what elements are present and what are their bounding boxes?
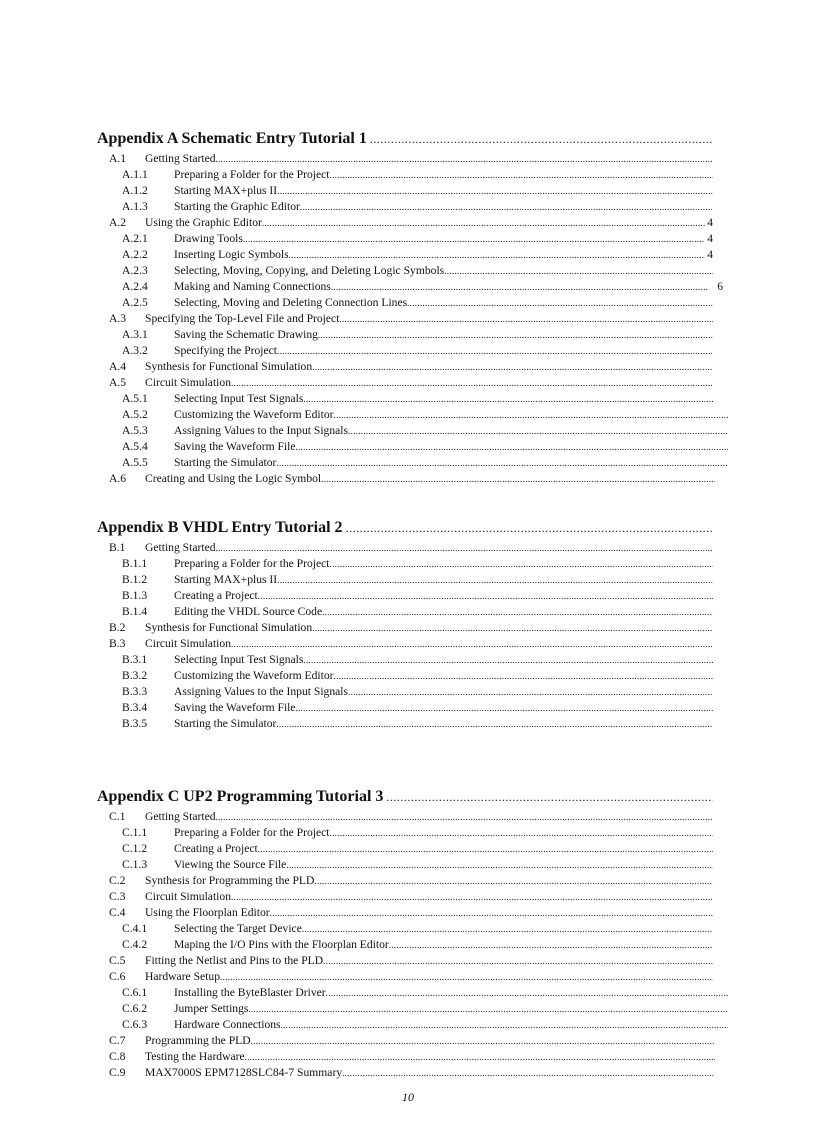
- section-title: Specifying the Top-Level File and Project: [145, 312, 340, 325]
- dot-leader: [331, 279, 709, 295]
- section-number: C.2: [109, 874, 126, 887]
- dot-leader: [277, 183, 713, 199]
- dot-leader: [334, 407, 728, 423]
- section-number: C.7: [109, 1034, 126, 1047]
- appendix-heading: [97, 519, 713, 540]
- dot-leader: [312, 620, 713, 636]
- toc-entry: [97, 937, 713, 953]
- section-title: Getting Started: [145, 541, 216, 554]
- section-title: Circuit Simulation: [145, 890, 231, 903]
- section-number: A.2.2: [122, 248, 148, 261]
- section-number: A.2.1: [122, 232, 148, 245]
- dot-leader: [245, 1049, 715, 1065]
- dot-leader: [277, 343, 713, 359]
- section-title: Starting MAX+plus II: [174, 573, 278, 586]
- section-title: MAX7000S EPM7128SLC84-7 Summary: [145, 1066, 343, 1079]
- toc-entry: [97, 1033, 715, 1049]
- toc-entry: [97, 540, 713, 556]
- dot-leader: [407, 295, 713, 311]
- dot-leader: [231, 889, 713, 905]
- dot-leader: [334, 668, 713, 684]
- section-number: B.1.4: [122, 605, 148, 618]
- toc-entry: [97, 423, 728, 439]
- section-number: C.1.2: [122, 842, 148, 855]
- toc-entry: [97, 295, 713, 311]
- section-title: Programming the PLD: [145, 1034, 251, 1047]
- section-number: C.4.1: [122, 922, 148, 935]
- toc-entry: [97, 231, 713, 247]
- dot-leader: [281, 1017, 728, 1033]
- section-number: A.5.4: [122, 440, 148, 453]
- dot-leader: [322, 604, 713, 620]
- toc-entry: [97, 620, 713, 636]
- toc-entry: [97, 167, 713, 183]
- section-number: A.1.1: [122, 168, 148, 181]
- toc-entry: [97, 1049, 715, 1065]
- section-number: A.1: [109, 152, 127, 165]
- toc-entry: [97, 684, 713, 700]
- section-title: Jumper Settings: [174, 1002, 249, 1015]
- dot-leader: [386, 790, 713, 805]
- toc-entry: [97, 1065, 715, 1081]
- section-title: Editing the VHDL Source Code: [174, 605, 323, 618]
- section-number: C.9: [109, 1066, 126, 1079]
- dot-leader: [216, 151, 713, 167]
- dot-leader: [220, 969, 713, 985]
- section-number: A.3.2: [122, 344, 148, 357]
- section-number: B.1.2: [122, 573, 148, 586]
- toc-entry: [97, 311, 713, 327]
- section-title: Customizing the Waveform Editor: [174, 669, 334, 682]
- toc-entry: [97, 825, 713, 841]
- toc-entry: [97, 247, 713, 263]
- toc-entry: [97, 556, 713, 572]
- section-title: Preparing a Folder for the Project: [174, 826, 330, 839]
- section-title: Using the Floorplan Editor: [145, 906, 270, 919]
- section-number: B.2: [109, 621, 126, 634]
- section-title: Saving the Schematic Drawing: [174, 328, 318, 341]
- dot-leader: [339, 311, 713, 327]
- section-number: C.6.1: [122, 986, 148, 999]
- dot-leader: [277, 572, 713, 588]
- appendix-title: Appendix B VHDL Entry Tutorial 2: [97, 519, 343, 536]
- section-title: Getting Started: [145, 810, 216, 823]
- dot-leader: [258, 841, 713, 857]
- section-title: Customizing the Waveform Editor: [174, 408, 334, 421]
- section-number: C.1.3: [122, 858, 148, 871]
- toc-entry: [97, 953, 713, 969]
- section-number: A.5.3: [122, 424, 148, 437]
- section-title: Using the Graphic Editor: [145, 216, 262, 229]
- section-number: A.3: [109, 312, 127, 325]
- section-number: C.5: [109, 954, 126, 967]
- dot-leader: [318, 327, 713, 343]
- dot-leader: [251, 1033, 715, 1049]
- section-number: A.2.3: [122, 264, 148, 277]
- toc-entries: [97, 540, 713, 732]
- section-number: C.3: [109, 890, 126, 903]
- section-title: Preparing a Folder for the Project: [174, 557, 330, 570]
- section-title: Circuit Simulation: [145, 637, 231, 650]
- toc-entry: [97, 873, 713, 889]
- section-number: C.6.2: [122, 1002, 148, 1015]
- page-ref: 4: [707, 248, 713, 261]
- toc-entry: [97, 471, 715, 487]
- section-title: Drawing Tools: [174, 232, 243, 245]
- toc-entry: [97, 636, 713, 652]
- toc-entry: [97, 343, 713, 359]
- page-ref: 4: [707, 216, 713, 229]
- section-number: C.4.2: [122, 938, 148, 951]
- toc-entry: [97, 572, 713, 588]
- toc-entry: [97, 375, 713, 391]
- section-number: A.4: [109, 360, 127, 373]
- section-title: Creating and Using the Logic Symbol: [145, 472, 322, 485]
- section-title: Preparing a Folder for the Project: [174, 168, 330, 181]
- appendix-a-section: [97, 130, 723, 487]
- dot-leader: [276, 716, 713, 732]
- dot-leader: [342, 1065, 715, 1081]
- section-title: Getting Started: [145, 152, 216, 165]
- toc-entry: [97, 1017, 728, 1033]
- dot-leader: [330, 167, 713, 183]
- dot-leader: [348, 423, 728, 439]
- dot-leader: [270, 905, 713, 921]
- section-title: Starting the Simulator: [174, 717, 277, 730]
- dot-leader: [243, 231, 705, 247]
- section-title: Specifying the Project: [174, 344, 278, 357]
- dot-leader: [216, 540, 713, 556]
- section-title: Selecting Input Test Signals: [174, 392, 304, 405]
- page-ref: 6: [717, 280, 723, 293]
- section-number: C.4: [109, 906, 126, 919]
- section-title: Maping the I/O Pins with the Floorplan Editor: [174, 938, 389, 951]
- section-title: Hardware Connections: [174, 1018, 281, 1031]
- dot-leader: [330, 556, 713, 572]
- section-title: Installing the ByteBlaster Driver: [174, 986, 326, 999]
- section-title: Starting the Simulator: [174, 456, 277, 469]
- appendix-c-section: [97, 788, 713, 1081]
- section-number: A.6: [109, 472, 127, 485]
- section-number: A.2.4: [122, 280, 148, 293]
- dot-leader: [300, 199, 713, 215]
- section-title: Creating a Project: [174, 842, 258, 855]
- section-number: B.1.3: [122, 589, 148, 602]
- dot-leader: [302, 921, 713, 937]
- section-number: A.2.5: [122, 296, 148, 309]
- section-number: A.3.1: [122, 328, 148, 341]
- section-number: A.1.2: [122, 184, 148, 197]
- dot-leader: [296, 700, 713, 716]
- toc-entry: [97, 407, 728, 423]
- section-number: B.1: [109, 541, 126, 554]
- section-title: Selecting Input Test Signals: [174, 653, 304, 666]
- section-number: B.3: [109, 637, 126, 650]
- toc-entry: [97, 857, 713, 873]
- section-number: B.1.1: [122, 557, 148, 570]
- dot-leader: [286, 857, 713, 873]
- page-ref: 4: [707, 232, 713, 245]
- toc-entry: [97, 439, 728, 455]
- dot-leader: [323, 953, 713, 969]
- section-title: Hardware Setup: [145, 970, 221, 983]
- toc-entry: [97, 327, 713, 343]
- section-number: C.1: [109, 810, 126, 823]
- toc-entry: [97, 841, 713, 857]
- dot-leader: [303, 652, 713, 668]
- toc-entry: [97, 652, 713, 668]
- section-number: A.5: [109, 376, 127, 389]
- section-title: Selecting, Moving and Deleting Connection Lines: [174, 296, 408, 309]
- toc-entry: [97, 700, 713, 716]
- toc-entry: [97, 668, 713, 684]
- toc-entry: [97, 921, 713, 937]
- toc-entry: [97, 905, 713, 921]
- appendix-title: Appendix C UP2 Programming Tutorial 3: [97, 788, 384, 805]
- dot-leader: [348, 684, 713, 700]
- toc-entry: [97, 889, 713, 905]
- section-number: C.8: [109, 1050, 126, 1063]
- section-title: Fitting the Netlist and Pins to the PLD: [145, 954, 324, 967]
- section-title: Assigning Values to the Input Signals: [174, 424, 349, 437]
- toc-entry: [97, 391, 713, 407]
- toc-entry: [97, 359, 713, 375]
- section-title: Assigning Values to the Input Signals: [174, 685, 349, 698]
- dot-leader: [258, 588, 713, 604]
- toc-entries: [97, 809, 713, 1081]
- section-number: A.1.3: [122, 200, 148, 213]
- section-number: B.3.3: [122, 685, 148, 698]
- page-number: 10: [402, 1090, 414, 1104]
- toc-entries: [97, 151, 723, 487]
- toc-entry: [97, 588, 713, 604]
- dot-leader: [262, 215, 705, 231]
- dot-leader: [321, 471, 715, 487]
- dot-leader: [289, 247, 705, 263]
- section-title: Circuit Simulation: [145, 376, 231, 389]
- dot-leader: [326, 985, 728, 1001]
- toc-entry: [97, 604, 713, 620]
- dot-leader: [330, 825, 713, 841]
- dot-leader: [444, 263, 713, 279]
- appendix-b-section: [97, 519, 713, 732]
- toc-entry: [97, 809, 713, 825]
- dot-leader: [314, 873, 713, 889]
- section-title: Starting the Graphic Editor: [174, 200, 300, 213]
- dot-leader: [231, 375, 713, 391]
- appendix-heading: [97, 130, 713, 151]
- dot-leader: [389, 937, 713, 953]
- section-title: Creating a Project: [174, 589, 258, 602]
- toc-entry: [97, 183, 713, 199]
- toc-entry: [97, 985, 728, 1001]
- section-number: B.3.1: [122, 653, 148, 666]
- section-number: A.5.2: [122, 408, 148, 421]
- section-number: C.6: [109, 970, 126, 983]
- section-title: Synthesis for Functional Simulation: [145, 360, 313, 373]
- toc-entry: [97, 215, 713, 231]
- section-title: Starting MAX+plus II: [174, 184, 278, 197]
- dot-leader: [216, 809, 713, 825]
- toc-entry: [97, 279, 723, 295]
- section-title: Viewing the Source File: [174, 858, 287, 871]
- section-number: B.3.5: [122, 717, 148, 730]
- section-number: A.5.5: [122, 456, 148, 469]
- section-title: Selecting the Target Device: [174, 922, 302, 935]
- toc-entry: [97, 199, 713, 215]
- dot-leader: [296, 439, 728, 455]
- toc-entry: [97, 455, 728, 471]
- toc-entry: [97, 969, 713, 985]
- section-title: Synthesis for Functional Simulation: [145, 621, 313, 634]
- dot-leader: [248, 1001, 728, 1017]
- dot-leader: [231, 636, 713, 652]
- toc-entry: [97, 716, 713, 732]
- section-number: C.6.3: [122, 1018, 148, 1031]
- section-title: Synthesis for Programming the PLD: [145, 874, 315, 887]
- section-number: A.5.1: [122, 392, 148, 405]
- section-title: Saving the Waveform File: [174, 701, 296, 714]
- section-number: B.3.4: [122, 701, 148, 714]
- section-title: Saving the Waveform File: [174, 440, 296, 453]
- dot-leader: [346, 521, 713, 536]
- section-title: Testing the Hardware: [145, 1050, 245, 1063]
- dot-leader: [370, 132, 713, 147]
- section-number: B.3.2: [122, 669, 148, 682]
- section-number: C.1.1: [122, 826, 148, 839]
- section-title: Inserting Logic Symbols: [174, 248, 289, 261]
- appendix-heading: [97, 788, 713, 809]
- section-number: A.2: [109, 216, 127, 229]
- toc-entry: [97, 263, 713, 279]
- dot-leader: [276, 455, 728, 471]
- appendix-title: Appendix A Schematic Entry Tutorial 1: [97, 130, 367, 147]
- dot-leader: [303, 391, 713, 407]
- section-title: Making and Naming Connections: [174, 280, 331, 293]
- toc-entry: [97, 151, 713, 167]
- dot-leader: [312, 359, 713, 375]
- toc-entry: [97, 1001, 728, 1017]
- section-title: Selecting, Moving, Copying, and Deleting Logic Symbols: [174, 264, 445, 277]
